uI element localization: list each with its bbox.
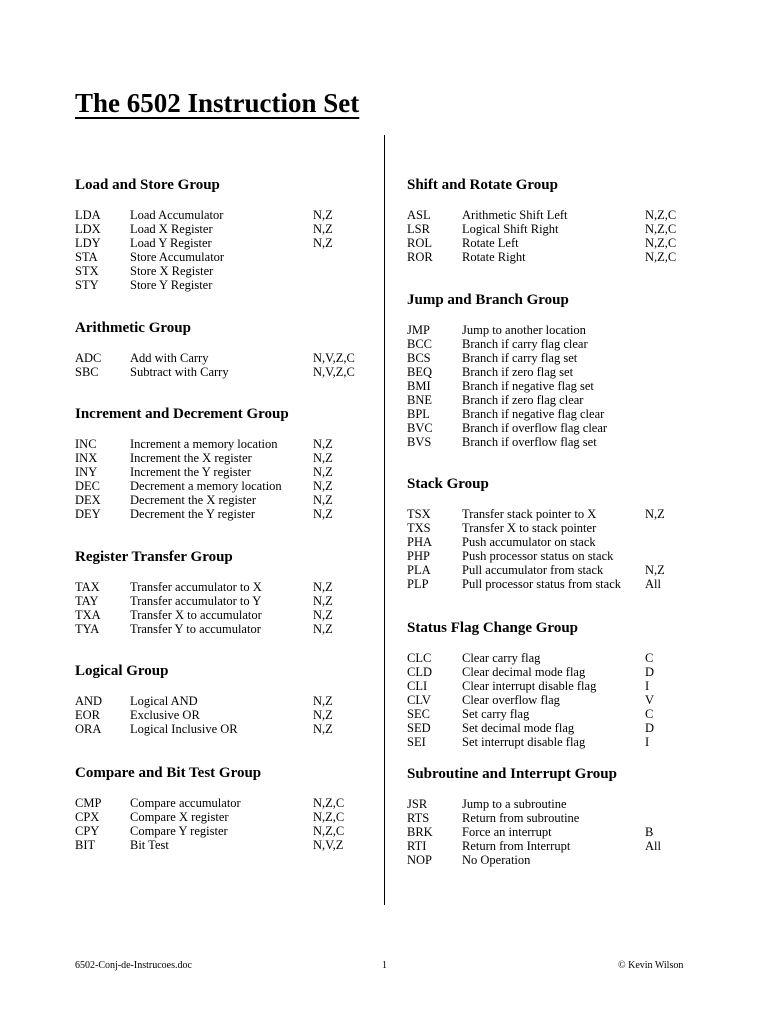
instruction-mnemonic: EOR: [75, 708, 100, 722]
instruction-flags: N,Z: [645, 507, 665, 521]
instruction-description: Increment a memory location: [130, 437, 278, 451]
instruction-flags: C: [645, 707, 654, 721]
instruction-flags: N,Z,C: [645, 250, 677, 264]
instruction-description: Increment the Y register: [130, 465, 251, 479]
instruction-mnemonic: SBC: [75, 365, 99, 379]
instruction-flags: N,Z: [313, 451, 333, 465]
instruction-row: [75, 708, 375, 722]
instruction-group: [75, 548, 375, 636]
instruction-flags: N,Z,C: [313, 796, 345, 810]
instruction-group: [407, 765, 707, 867]
instruction-description: Transfer accumulator to X: [130, 580, 262, 594]
instruction-row: [75, 796, 375, 810]
instruction-group: [75, 176, 375, 292]
instruction-mnemonic: CLV: [407, 693, 431, 707]
instruction-mnemonic: BEQ: [407, 365, 432, 379]
instruction-row: [407, 323, 707, 337]
instruction-group: [75, 319, 375, 379]
instruction-row: [407, 707, 707, 721]
instruction-mnemonic: JSR: [407, 797, 428, 811]
instruction-description: Set interrupt disable flag: [462, 735, 586, 749]
instruction-row: [75, 208, 375, 222]
instruction-flags: N,Z: [313, 493, 333, 507]
instruction-group: [407, 291, 707, 449]
instruction-row: [407, 337, 707, 351]
instruction-description: Load Accumulator: [130, 208, 224, 222]
instruction-mnemonic: BIT: [75, 838, 96, 852]
instruction-flags: C: [645, 651, 654, 665]
instruction-row: [407, 721, 707, 735]
instruction-group: [75, 405, 375, 521]
instruction-mnemonic: LSR: [407, 222, 430, 236]
instruction-mnemonic: SEC: [407, 707, 430, 721]
instruction-row: [407, 507, 707, 521]
instruction-mnemonic: LDY: [75, 236, 101, 250]
instruction-description: Load X Register: [130, 222, 213, 236]
instruction-flags: N,V,Z: [313, 838, 344, 852]
instruction-description: Return from subroutine: [462, 811, 580, 825]
group-heading: Status Flag Change Group: [407, 620, 579, 636]
group-heading: Arithmetic Group: [75, 320, 191, 336]
instruction-mnemonic: TAY: [75, 594, 99, 608]
instruction-description: Branch if overflow flag set: [462, 435, 597, 449]
instruction-row: [75, 493, 375, 507]
instruction-mnemonic: BCC: [407, 337, 433, 351]
instruction-mnemonic: BRK: [407, 825, 433, 839]
instruction-row: [407, 549, 707, 563]
instruction-mnemonic: PHP: [407, 549, 430, 563]
instruction-row: [407, 393, 707, 407]
instruction-mnemonic: CLI: [407, 679, 428, 693]
instruction-description: Transfer accumulator to Y: [130, 594, 262, 608]
instruction-row: [75, 479, 375, 493]
instruction-flags: N,Z: [313, 222, 333, 236]
instruction-flags: N,Z: [313, 507, 333, 521]
instruction-description: Decrement the Y register: [130, 507, 256, 521]
instruction-mnemonic: TAX: [75, 580, 100, 594]
instruction-flags: B: [645, 825, 654, 839]
instruction-row: [75, 608, 375, 622]
instruction-row: [75, 810, 375, 824]
instruction-mnemonic: NOP: [407, 853, 433, 867]
instruction-mnemonic: ORA: [75, 722, 102, 736]
instruction-description: Branch if zero flag set: [462, 365, 574, 379]
instruction-mnemonic: RTS: [407, 811, 430, 825]
instruction-description: Jump to a subroutine: [462, 797, 567, 811]
instruction-mnemonic: TSX: [407, 507, 431, 521]
instruction-row: [407, 853, 707, 867]
instruction-description: Set carry flag: [462, 707, 530, 721]
instruction-mnemonic: PLP: [407, 577, 429, 591]
instruction-description: Push processor status on stack: [462, 549, 614, 563]
instruction-mnemonic: PLA: [407, 563, 431, 577]
instruction-row: [407, 365, 707, 379]
instruction-row: [75, 451, 375, 465]
instruction-flags: N,Z,C: [645, 208, 677, 222]
instruction-row: [75, 580, 375, 594]
instruction-description: Compare X register: [130, 810, 229, 824]
instruction-row: [75, 278, 375, 292]
instruction-group: [75, 662, 375, 736]
instruction-mnemonic: CLD: [407, 665, 432, 679]
group-heading: Shift and Rotate Group: [407, 177, 558, 193]
instruction-row: [75, 250, 375, 264]
instruction-row: [407, 421, 707, 435]
instruction-description: Clear interrupt disable flag: [462, 679, 597, 693]
instruction-flags: N,Z: [313, 622, 333, 636]
instruction-mnemonic: JMP: [407, 323, 430, 337]
instruction-flags: D: [645, 721, 655, 735]
instruction-row: [407, 236, 707, 250]
instruction-row: [407, 665, 707, 679]
instruction-description: Clear overflow flag: [462, 693, 560, 707]
instruction-row: [407, 435, 707, 449]
instruction-row: [407, 521, 707, 535]
instruction-flags: N,Z: [313, 594, 333, 608]
instruction-description: Branch if carry flag clear: [462, 337, 588, 351]
instruction-group: [407, 475, 707, 591]
instruction-description: Transfer X to accumulator: [130, 608, 262, 622]
instruction-row: [75, 465, 375, 479]
group-heading: Register Transfer Group: [75, 549, 233, 565]
instruction-flags: N,Z,C: [645, 222, 677, 236]
instruction-description: Increment the X register: [130, 451, 252, 465]
instruction-description: Branch if zero flag clear: [462, 393, 584, 407]
instruction-mnemonic: CMP: [75, 796, 102, 810]
instruction-flags: D: [645, 665, 655, 679]
instruction-mnemonic: ROL: [407, 236, 432, 250]
group-heading: Jump and Branch Group: [407, 292, 569, 308]
instruction-flags: N,Z: [313, 694, 333, 708]
instruction-mnemonic: STY: [75, 278, 99, 292]
group-heading: Load and Store Group: [75, 177, 220, 193]
instruction-row: [407, 839, 707, 853]
instruction-mnemonic: AND: [75, 694, 103, 708]
instruction-mnemonic: BVS: [407, 435, 432, 449]
instruction-description: Branch if negative flag set: [462, 379, 594, 393]
instruction-mnemonic: CPY: [75, 824, 100, 838]
instruction-flags: I: [645, 735, 650, 749]
instruction-row: [407, 563, 707, 577]
instruction-description: Rotate Right: [462, 250, 526, 264]
column-divider: [384, 135, 385, 905]
instruction-description: Exclusive OR: [130, 708, 200, 722]
instruction-description: Logical AND: [130, 694, 198, 708]
instruction-mnemonic: CLC: [407, 651, 432, 665]
instruction-flags: N,Z: [313, 708, 333, 722]
instruction-flags: N,Z: [645, 563, 665, 577]
instruction-row: [407, 679, 707, 693]
instruction-description: Return from Interrupt: [462, 839, 571, 853]
instruction-description: Decrement a memory location: [130, 479, 282, 493]
instruction-description: Load Y Register: [130, 236, 212, 250]
group-heading: Logical Group: [75, 663, 169, 679]
instruction-mnemonic: LDX: [75, 222, 101, 236]
instruction-row: [407, 351, 707, 365]
instruction-description: Branch if carry flag set: [462, 351, 578, 365]
instruction-row: [407, 811, 707, 825]
instruction-description: Branch if negative flag clear: [462, 407, 605, 421]
instruction-description: Branch if overflow flag clear: [462, 421, 608, 435]
instruction-description: Force an interrupt: [462, 825, 552, 839]
instruction-mnemonic: INY: [75, 465, 98, 479]
instruction-flags: N,Z: [313, 465, 333, 479]
instruction-mnemonic: DEC: [75, 479, 100, 493]
instruction-row: [407, 222, 707, 236]
instruction-flags: N,Z,C: [313, 824, 345, 838]
instruction-mnemonic: BMI: [407, 379, 431, 393]
instruction-mnemonic: BVC: [407, 421, 433, 435]
instruction-description: Clear carry flag: [462, 651, 541, 665]
instruction-row: [407, 407, 707, 421]
instruction-row: [407, 250, 707, 264]
instruction-description: Push accumulator on stack: [462, 535, 596, 549]
instruction-flags: All: [645, 839, 661, 853]
instruction-flags: N,Z: [313, 437, 333, 451]
instruction-row: [75, 222, 375, 236]
instruction-flags: N,Z: [313, 722, 333, 736]
instruction-flags: All: [645, 577, 661, 591]
instruction-description: Transfer stack pointer to X: [462, 507, 597, 521]
instruction-flags: N,Z: [313, 479, 333, 493]
instruction-description: Transfer X to stack pointer: [462, 521, 597, 535]
instruction-mnemonic: BPL: [407, 407, 430, 421]
instruction-row: [75, 622, 375, 636]
instruction-row: [407, 797, 707, 811]
instruction-row: [407, 735, 707, 749]
footer-page-number: 1: [382, 960, 387, 971]
instruction-flags: N,V,Z,C: [313, 351, 355, 365]
instruction-mnemonic: LDA: [75, 208, 101, 222]
instruction-row: [407, 651, 707, 665]
instruction-mnemonic: ROR: [407, 250, 433, 264]
instruction-mnemonic: PHA: [407, 535, 433, 549]
instruction-description: Decrement the X register: [130, 493, 256, 507]
instruction-flags: N,V,Z,C: [313, 365, 355, 379]
instruction-flags: N,Z: [313, 608, 333, 622]
group-heading: Subroutine and Interrupt Group: [407, 766, 617, 782]
instruction-mnemonic: CPX: [75, 810, 100, 824]
instruction-mnemonic: TXA: [75, 608, 101, 622]
instruction-description: Transfer Y to accumulator: [130, 622, 261, 636]
instruction-mnemonic: SEI: [407, 735, 426, 749]
instruction-description: Rotate Left: [462, 236, 519, 250]
instruction-description: Add with Carry: [130, 351, 209, 365]
instruction-mnemonic: DEY: [75, 507, 101, 521]
instruction-mnemonic: ASL: [407, 208, 431, 222]
instruction-description: Store Accumulator: [130, 250, 225, 264]
instruction-mnemonic: INC: [75, 437, 97, 451]
instruction-flags: N,Z,C: [313, 810, 345, 824]
instruction-row: [75, 722, 375, 736]
instruction-description: Bit Test: [130, 838, 169, 852]
instruction-row: [407, 379, 707, 393]
instruction-mnemonic: SED: [407, 721, 431, 735]
instruction-flags: V: [645, 693, 655, 707]
instruction-row: [75, 594, 375, 608]
instruction-row: [75, 236, 375, 250]
page-title: The 6502 Instruction Set: [75, 88, 360, 118]
instruction-row: [75, 694, 375, 708]
instruction-description: Set decimal mode flag: [462, 721, 575, 735]
instruction-mnemonic: INX: [75, 451, 98, 465]
instruction-row: [75, 351, 375, 365]
instruction-description: Pull accumulator from stack: [462, 563, 604, 577]
instruction-row: [75, 365, 375, 379]
group-heading: Compare and Bit Test Group: [75, 765, 262, 781]
instruction-description: Store X Register: [130, 264, 214, 278]
instruction-mnemonic: STA: [75, 250, 98, 264]
instruction-description: Logical Inclusive OR: [130, 722, 238, 736]
instruction-row: [407, 208, 707, 222]
instruction-row: [75, 507, 375, 521]
instruction-flags: N,Z: [313, 580, 333, 594]
instruction-group: [407, 619, 707, 749]
group-heading: Increment and Decrement Group: [75, 406, 289, 422]
instruction-mnemonic: BNE: [407, 393, 432, 407]
instruction-row: [407, 535, 707, 549]
instruction-description: Compare Y register: [130, 824, 228, 838]
instruction-row: [75, 838, 375, 852]
instruction-description: Clear decimal mode flag: [462, 665, 586, 679]
instruction-mnemonic: DEX: [75, 493, 101, 507]
instruction-mnemonic: STX: [75, 264, 99, 278]
instruction-group: [75, 764, 375, 852]
footer-filename: 6502-Conj-de-Instrucoes.doc: [75, 960, 192, 971]
instruction-flags: N,Z: [313, 208, 333, 222]
instruction-description: Pull processor status from stack: [462, 577, 622, 591]
instruction-mnemonic: TXS: [407, 521, 431, 535]
instruction-description: Subtract with Carry: [130, 365, 229, 379]
instruction-row: [75, 264, 375, 278]
footer-copyright: © Kevin Wilson: [618, 960, 684, 971]
instruction-description: Arithmetic Shift Left: [462, 208, 568, 222]
instruction-description: Compare accumulator: [130, 796, 241, 810]
instruction-description: Jump to another location: [462, 323, 586, 337]
instruction-group: [407, 176, 707, 264]
instruction-flags: N,Z: [313, 236, 333, 250]
instruction-mnemonic: BCS: [407, 351, 431, 365]
instruction-row: [407, 825, 707, 839]
instruction-mnemonic: TYA: [75, 622, 100, 636]
instruction-row: [75, 437, 375, 451]
instruction-description: No Operation: [462, 853, 531, 867]
instruction-description: Store Y Register: [130, 278, 213, 292]
group-heading: Stack Group: [407, 476, 489, 492]
instruction-description: Logical Shift Right: [462, 222, 559, 236]
instruction-row: [407, 693, 707, 707]
instruction-mnemonic: ADC: [75, 351, 102, 365]
instruction-flags: I: [645, 679, 650, 693]
instruction-mnemonic: RTI: [407, 839, 427, 853]
instruction-flags: N,Z,C: [645, 236, 677, 250]
instruction-row: [75, 824, 375, 838]
instruction-row: [407, 577, 707, 591]
